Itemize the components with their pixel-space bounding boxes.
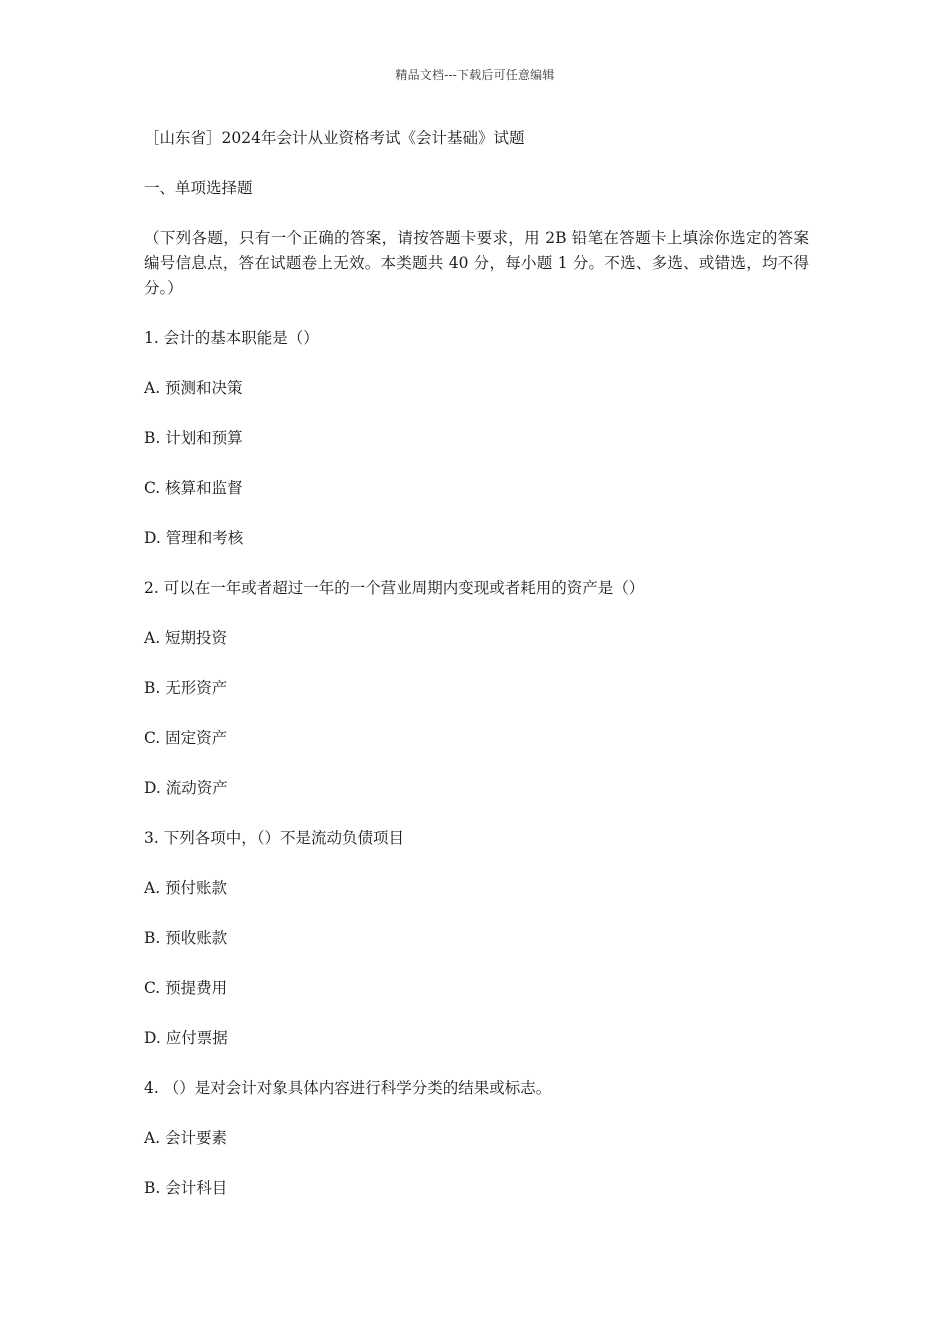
option-b: B. 无形资产: [144, 679, 228, 697]
question-1: [144, 326, 809, 551]
option-a: A. 会计要素: [144, 1129, 228, 1147]
question-2: [144, 576, 809, 801]
option-c: C. 预提费用: [144, 979, 228, 997]
option-a: A. 预测和决策: [144, 379, 243, 397]
question-stem: 1. 会计的基本职能是（）: [144, 329, 319, 347]
question-stem: 4. （）是对会计对象具体内容进行科学分类的结果或标志。: [144, 1079, 552, 1097]
option-c: C. 固定资产: [144, 729, 228, 747]
option-d: D. 管理和考核: [144, 529, 244, 547]
document-body: [144, 126, 809, 1226]
page-header: 精品文档---下载后可任意编辑: [395, 68, 555, 82]
option-d: D. 应付票据: [144, 1029, 228, 1047]
option-a: A. 短期投资: [144, 629, 228, 647]
section-heading: 一、单项选择题: [144, 179, 253, 197]
question-stem: 2. 可以在一年或者超过一年的一个营业周期内变现或者耗用的资产是（）: [144, 579, 645, 597]
section-instructions: （下列各题，只有一个正确的答案，请按答题卡要求，用 2B 铅笔在答题卡上填涂你选定的答案编号信息点，答在试题卷上无效。本类题共 40 分，每小题 1 分。不选、多选、或错选，均不得分。）: [144, 229, 809, 297]
question-4: [144, 1076, 809, 1201]
option-b: B. 会计科目: [144, 1179, 228, 1197]
option-c: C. 核算和监督: [144, 479, 243, 497]
option-d: D. 流动资产: [144, 779, 228, 797]
option-b: B. 计划和预算: [144, 429, 243, 447]
option-b: B. 预收账款: [144, 929, 228, 947]
question-stem: 3. 下列各项中，（）不是流动负债项目: [144, 829, 404, 847]
question-3: [144, 826, 809, 1051]
document-title: ［山东省］2024年会计从业资格考试《会计基础》试题: [144, 129, 525, 147]
option-a: A. 预付账款: [144, 879, 228, 897]
